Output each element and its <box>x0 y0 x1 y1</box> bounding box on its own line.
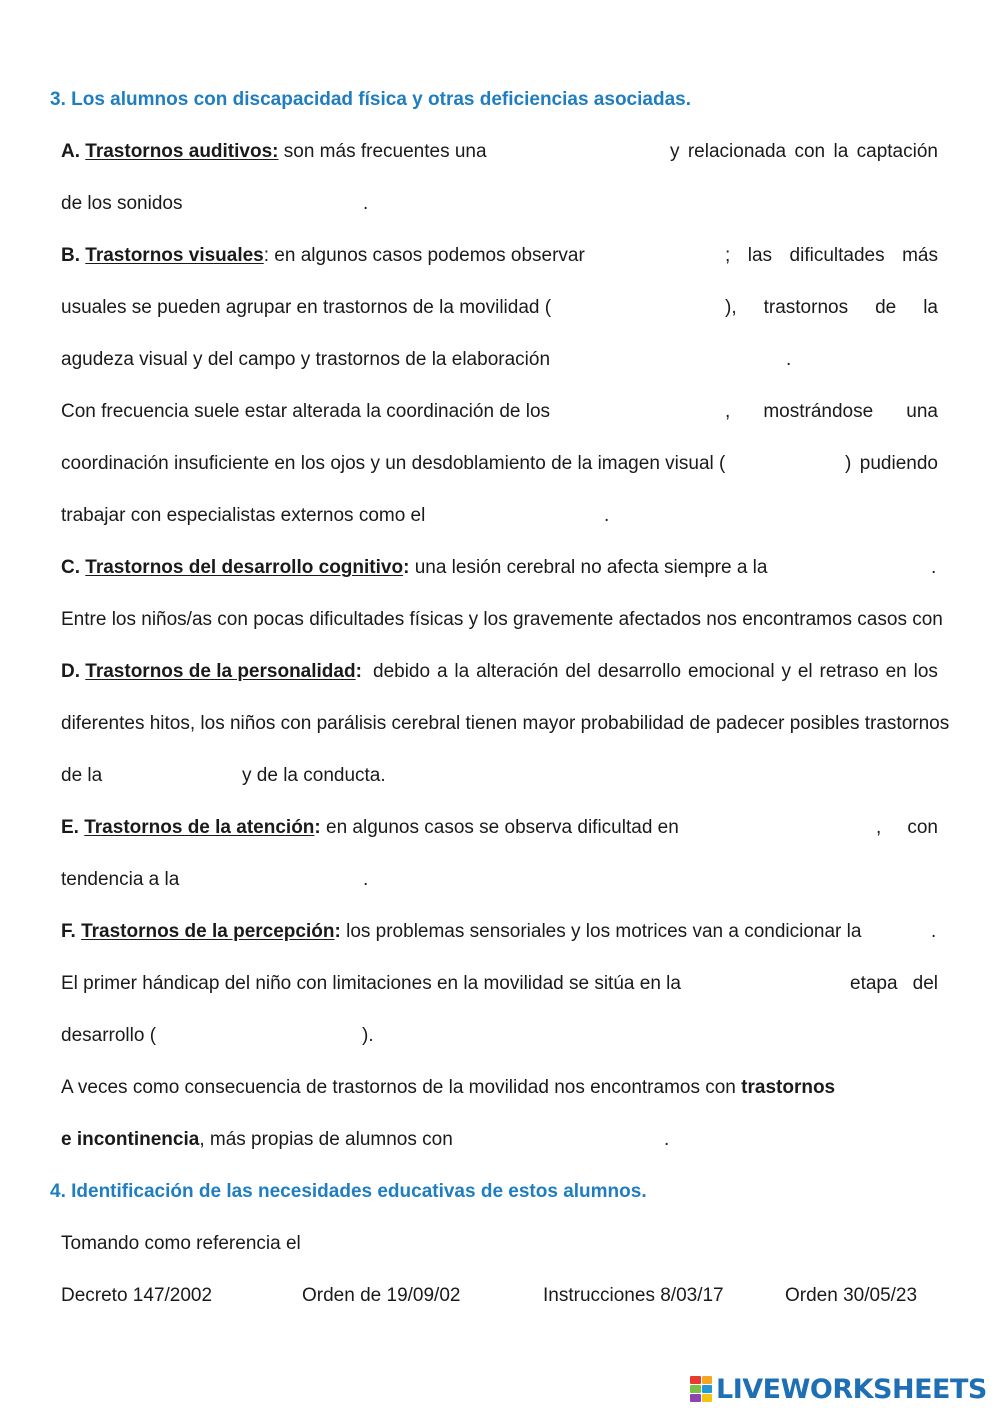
liveworksheets-logo-text: LIVEWORKSHEETS <box>716 1373 987 1405</box>
e-line1-words: , con <box>876 817 938 838</box>
b-line5-words: ) pudiendo <box>845 453 938 474</box>
d-line1-words: debido a la alteración del desarrollo emocional y el retraso en los <box>373 661 938 682</box>
d-label: Trastornos de la personalidad <box>85 661 356 682</box>
f-line5-bold: e incontinencia <box>61 1129 200 1150</box>
d-line-1: D. Trastornos de la personalidad: debido a la alteración del desarrollo emocional y el retraso en los <box>61 661 938 682</box>
b-line-1: B. Trastornos visuales: en algunos casos podemos observar ; las dificultades más <box>61 245 938 266</box>
c-label: Trastornos del desarrollo cognitivo <box>85 557 404 578</box>
f-label: Trastornos de la percepción <box>81 921 335 942</box>
f-line-3: desarrollo ( ). <box>61 1025 374 1046</box>
a-line-1 <box>61 140 938 164</box>
liveworksheets-logo-icon <box>690 1376 712 1402</box>
c-line-1: C. Trastornos del desarrollo cognitivo: una lesión cerebral no afecta siempre a la . <box>61 557 937 578</box>
b-line-4: Con frecuencia suele estar alterada la coordinación de los , mostrándose una <box>61 401 938 422</box>
a-letter: A. <box>61 141 80 162</box>
f-line-5: e incontinencia, más propias de alumnos con . <box>61 1129 670 1150</box>
e-line-2: tendencia a la . <box>61 869 369 890</box>
a-label: Trastornos auditivos: <box>85 141 279 162</box>
f-line-2: El primer hándicap del niño con limitaciones en la movilidad se sitúa en la etapa del <box>61 973 938 994</box>
f-line-4: A veces como consecuencia de trastornos de la movilidad nos encontramos con trastornos <box>61 1077 836 1098</box>
reference-item: Orden 30/05/23 <box>785 1285 918 1306</box>
a-line1-words: y relacionada con la captación <box>670 141 938 162</box>
section-3-heading: 3. Los alumnos con discapacidad física y otras deficiencias asociadas. <box>50 89 691 110</box>
reference-item: Orden de 19/09/02 <box>302 1285 461 1306</box>
d-line-2: diferentes hitos, los niños con parálisis cerebral tienen mayor probabilidad de padecer posibles trastornos <box>61 713 950 734</box>
b-line-2: usuales se pueden agrupar en trastornos de la movilidad ( ), trastornos de la <box>61 297 938 318</box>
c-line-2: Entre los niños/as con pocas dificultades físicas y los gravemente afectados nos encontramos casos con <box>61 609 943 630</box>
f-line2-words: etapa del <box>850 973 938 994</box>
a-line-2: de los sonidos . <box>61 193 369 214</box>
a-line2-text: de los sonidos <box>61 193 183 214</box>
b-letter: B. <box>61 245 80 266</box>
d-line-3: de la y de la conducta. <box>61 765 386 786</box>
f-line-1: F. Trastornos de la percepción: los problemas sensoriales y los motrices van a condicionar la . <box>61 921 937 942</box>
liveworksheets-logo <box>690 1374 987 1404</box>
f-line4-bold: trastornos <box>741 1077 836 1098</box>
a-line1-text: son más frecuentes una <box>283 141 487 162</box>
b-line-5: coordinación insuficiente en los ojos y un desdoblamiento de la imagen visual ( ) pudiendo <box>61 453 938 474</box>
b-line1-words: ; las dificultades más <box>725 245 938 266</box>
e-label: Trastornos de la atención <box>84 817 315 838</box>
reference-item: Instrucciones 8/03/17 <box>543 1285 724 1306</box>
b-line-6: trabajar con especialistas externos como el . <box>61 505 610 526</box>
section-4-heading: 4. Identificación de las necesidades educativas de estos alumnos. <box>50 1181 647 1202</box>
reference-item: Decreto 147/2002 <box>61 1285 213 1306</box>
b-label: Trastornos visuales <box>85 245 264 266</box>
b-line4-words: , mostrándose una <box>725 401 938 422</box>
e-line-1: E. Trastornos de la atención: en algunos casos se observa dificultad en , con <box>61 817 938 838</box>
section-4-intro: Tomando como referencia el <box>61 1233 301 1254</box>
b-line2-words: ), trastornos de la <box>725 297 938 318</box>
b-line-3: agudeza visual y del campo y trastornos de la elaboración . <box>61 349 792 370</box>
